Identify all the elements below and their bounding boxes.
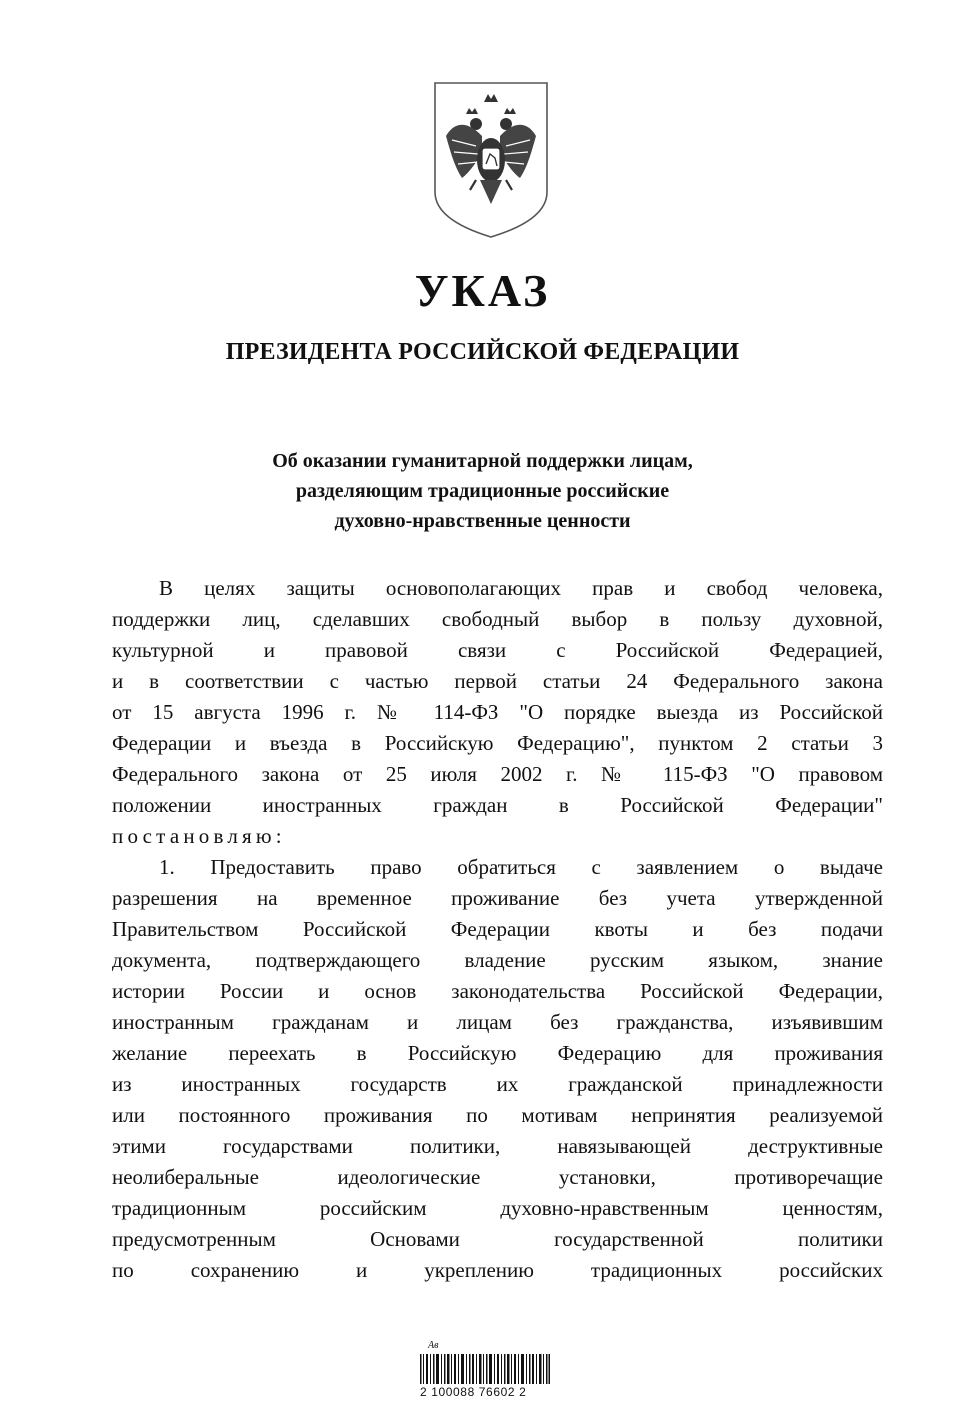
body-line: 1. Предоставить право обратиться с заявлением о выдаче: [159, 855, 883, 879]
body-line: и в соответствии с частью первой статьи 24 Федерального закона: [112, 669, 883, 693]
body-line: положении иностранных граждан в Российской Федерации": [112, 793, 883, 817]
body-line: Правительством Российской Федерации квоты и без подачи: [112, 917, 883, 941]
body-line: предусмотренным Основами государственной политики: [112, 1227, 883, 1251]
body-line: или постоянного проживания по мотивам непринятия реализуемой: [112, 1103, 883, 1127]
document-subtitle: ПРЕЗИДЕНТА РОССИЙСКОЙ ФЕДЕРАЦИИ: [225, 339, 740, 365]
decree-subject: [150, 446, 815, 536]
body-line: из иностранных государств их гражданской принадлежности: [112, 1072, 883, 1096]
body-line: традиционным российским духовно-нравственным ценностям,: [112, 1196, 883, 1220]
subject-line: разделяющим традиционные российские: [295, 480, 670, 502]
body-line: поддержки лиц, сделавших свободный выбор в пользу духовной,: [112, 607, 883, 631]
barcode-icon: [420, 1354, 550, 1384]
subject-line: Об оказании гуманитарной поддержки лицам,: [272, 450, 693, 472]
barcode-digits: 2 100088 76602 2: [420, 1385, 527, 1399]
body-line: неолиберальные идеологические установки, противоречащие: [112, 1165, 883, 1189]
body-line: этими государствами политики, навязывающей деструктивные: [112, 1134, 883, 1158]
body-line: документа, подтверждающего владение русским языком, знание: [112, 948, 883, 972]
emblem: [432, 80, 550, 240]
document-title: УКАЗ: [414, 265, 551, 316]
body-line: постановляю:: [112, 824, 286, 848]
document-footer: [420, 1340, 560, 1400]
russian-coat-of-arms-icon: [432, 80, 550, 240]
body-line: по сохранению и укреплению традиционных российских: [112, 1258, 883, 1282]
body-line: желание переехать в Российскую Федерацию для проживания: [112, 1041, 883, 1065]
body-line: Федерального закона от 25 июля 2002 г. № 115-ФЗ "О правовом: [112, 762, 883, 786]
body-line: разрешения на временное проживание без учета утвержденной: [112, 886, 883, 910]
barcode-mark: Ав: [428, 1340, 439, 1351]
body-line: Федерации и въезда в Российскую Федерацию", пунктом 2 статьи 3: [112, 731, 883, 755]
subject-line: духовно-нравственные ценности: [334, 510, 631, 532]
body-line: истории России и основ законодательства Российской Федерации,: [112, 979, 883, 1003]
body-line: иностранным гражданам и лицам без гражданства, изъявившим: [112, 1010, 883, 1034]
body-line: В целях защиты основополагающих прав и свобод человека,: [159, 576, 883, 600]
decree-body: [112, 573, 883, 1286]
body-line: культурной и правовой связи с Российской Федерацией,: [112, 638, 883, 662]
body-line: от 15 августа 1996 г. № 114-ФЗ "О порядке выезда из Российской: [112, 700, 883, 724]
